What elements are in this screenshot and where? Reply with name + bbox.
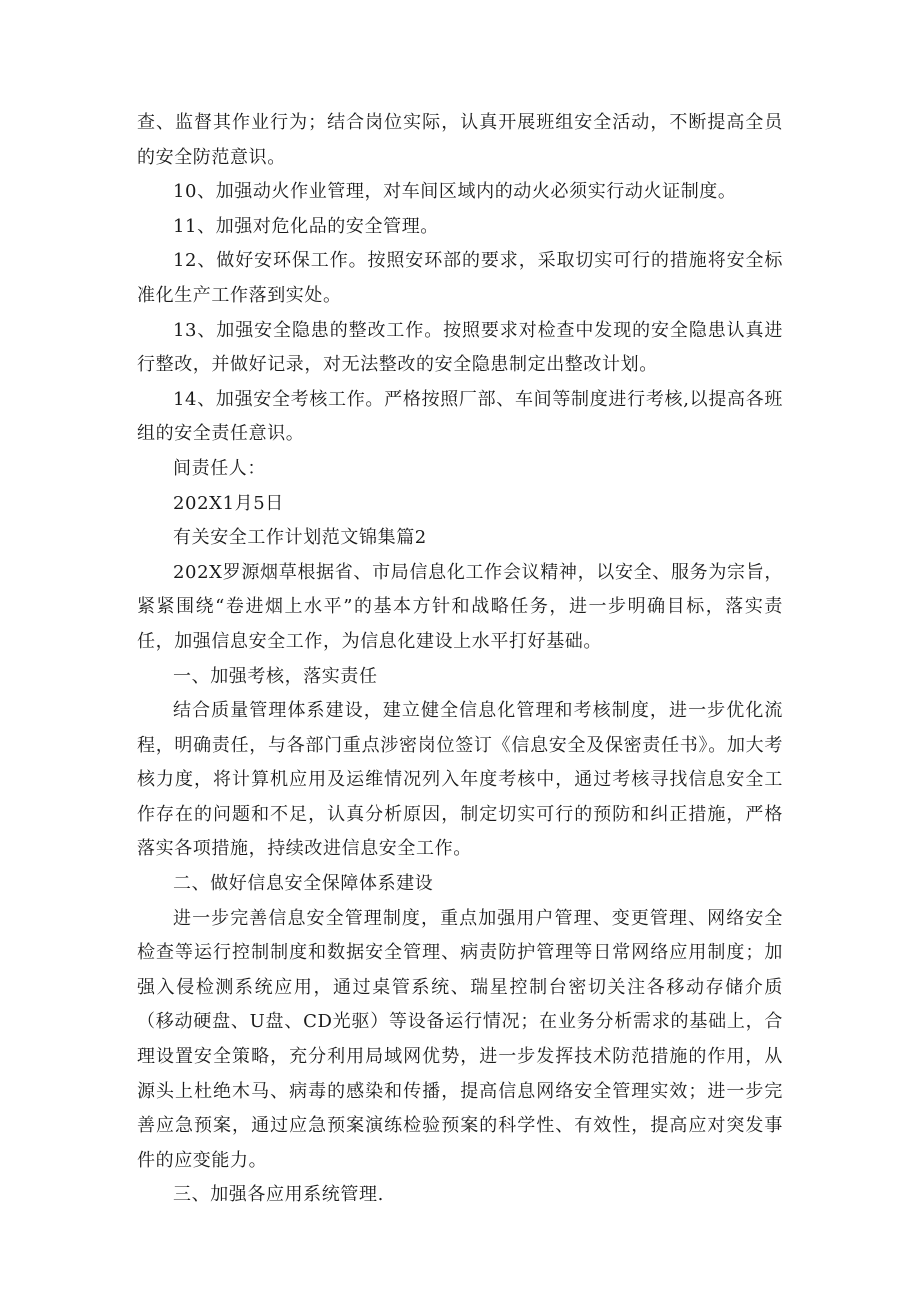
paragraph-item-13: 13、加强安全隐患的整改工作。按照要求对检查中发现的安全隐患认真进行整改，并做好记录，对无法整改的安全隐患制定出整改计划。 — [137, 319, 783, 376]
paragraph-item-12: 12、做好安环保工作。按照安环部的要求，采取切实可行的措施将安全标准化生产工作落到实处。 — [137, 250, 783, 306]
heading-1: 一、加强考核，落实责任 — [173, 665, 378, 687]
paragraph-continuation: 查、监督其作业行为；结合岗位实际，认真开展班组安全活动，不断提高全员的安全防范意识。 — [137, 112, 783, 168]
paragraph-item-10: 10、加强动火作业管理，对车间区域内的动火必须实行动火证制度。 — [173, 181, 737, 203]
body-paragraph-2: 进一步完善信息安全管理制度，重点加强用户管理、变更管理、网络安全检查等运行控制制度和数据安全管理、病责防护管理等日常网络应用制度；加强入侵检测系统应用，通过桌管系统、瑞星控制台密切关注各移动存储介质（移动硬盘、U盘、CD光驱）等设备运行情况；在业务分析需求的基础上，合理设置安全策略，充分利用局域网优势，进一步发挥技术防范措施的作用，从源头上杜绝木马、病毒的感染和传播，提高信息网络安全管理实效；进一步完善应急预案，通过应急预案演练检验预案的科学性、有效性，提高应对突发事件的应变能力。 — [137, 907, 783, 1171]
paragraph-item-14: 14、加强安全考核工作。严格按照厂部、车间等制度进行考核,以提高各班组的安全责任意识。 — [137, 388, 783, 445]
paragraph-item-11: 11、加强对危化品的安全管理。 — [173, 215, 439, 237]
date-line: 202X1月5日 — [173, 492, 284, 514]
responsible-person-line: 间责任人： — [173, 457, 266, 479]
section-title: 有关安全工作计划范文锦集篇2 — [173, 527, 427, 549]
heading-2: 二、做好信息安全保障体系建设 — [173, 873, 434, 895]
intro-paragraph: 202X罗源烟草根据省、市局信息化工作会议精神，以安全、服务为宗旨，紧紧围绕“卷进烟上水平”的基本方针和战略任务，进一步明确目标，落实责任，加强信息安全工作，为信息化建设上水平打好基础。 — [137, 561, 783, 652]
body-paragraph-1: 结合质量管理体系建设，建立健全信息化管理和考核制度，进一步优化流程，明确责任，与各部门重点涉密岗位签订《信息安全及保密责任书》。加大考核力度，将计算机应用及运维情况列入年度考核中，通过考核寻找信息安全工作存在的问题和不足，认真分析原因，制定切实可行的预防和纠正措施，严格落实各项措施，持续改进信息安全工作。 — [137, 700, 783, 860]
heading-3: 三、加强各应用系统管理. — [173, 1184, 384, 1206]
